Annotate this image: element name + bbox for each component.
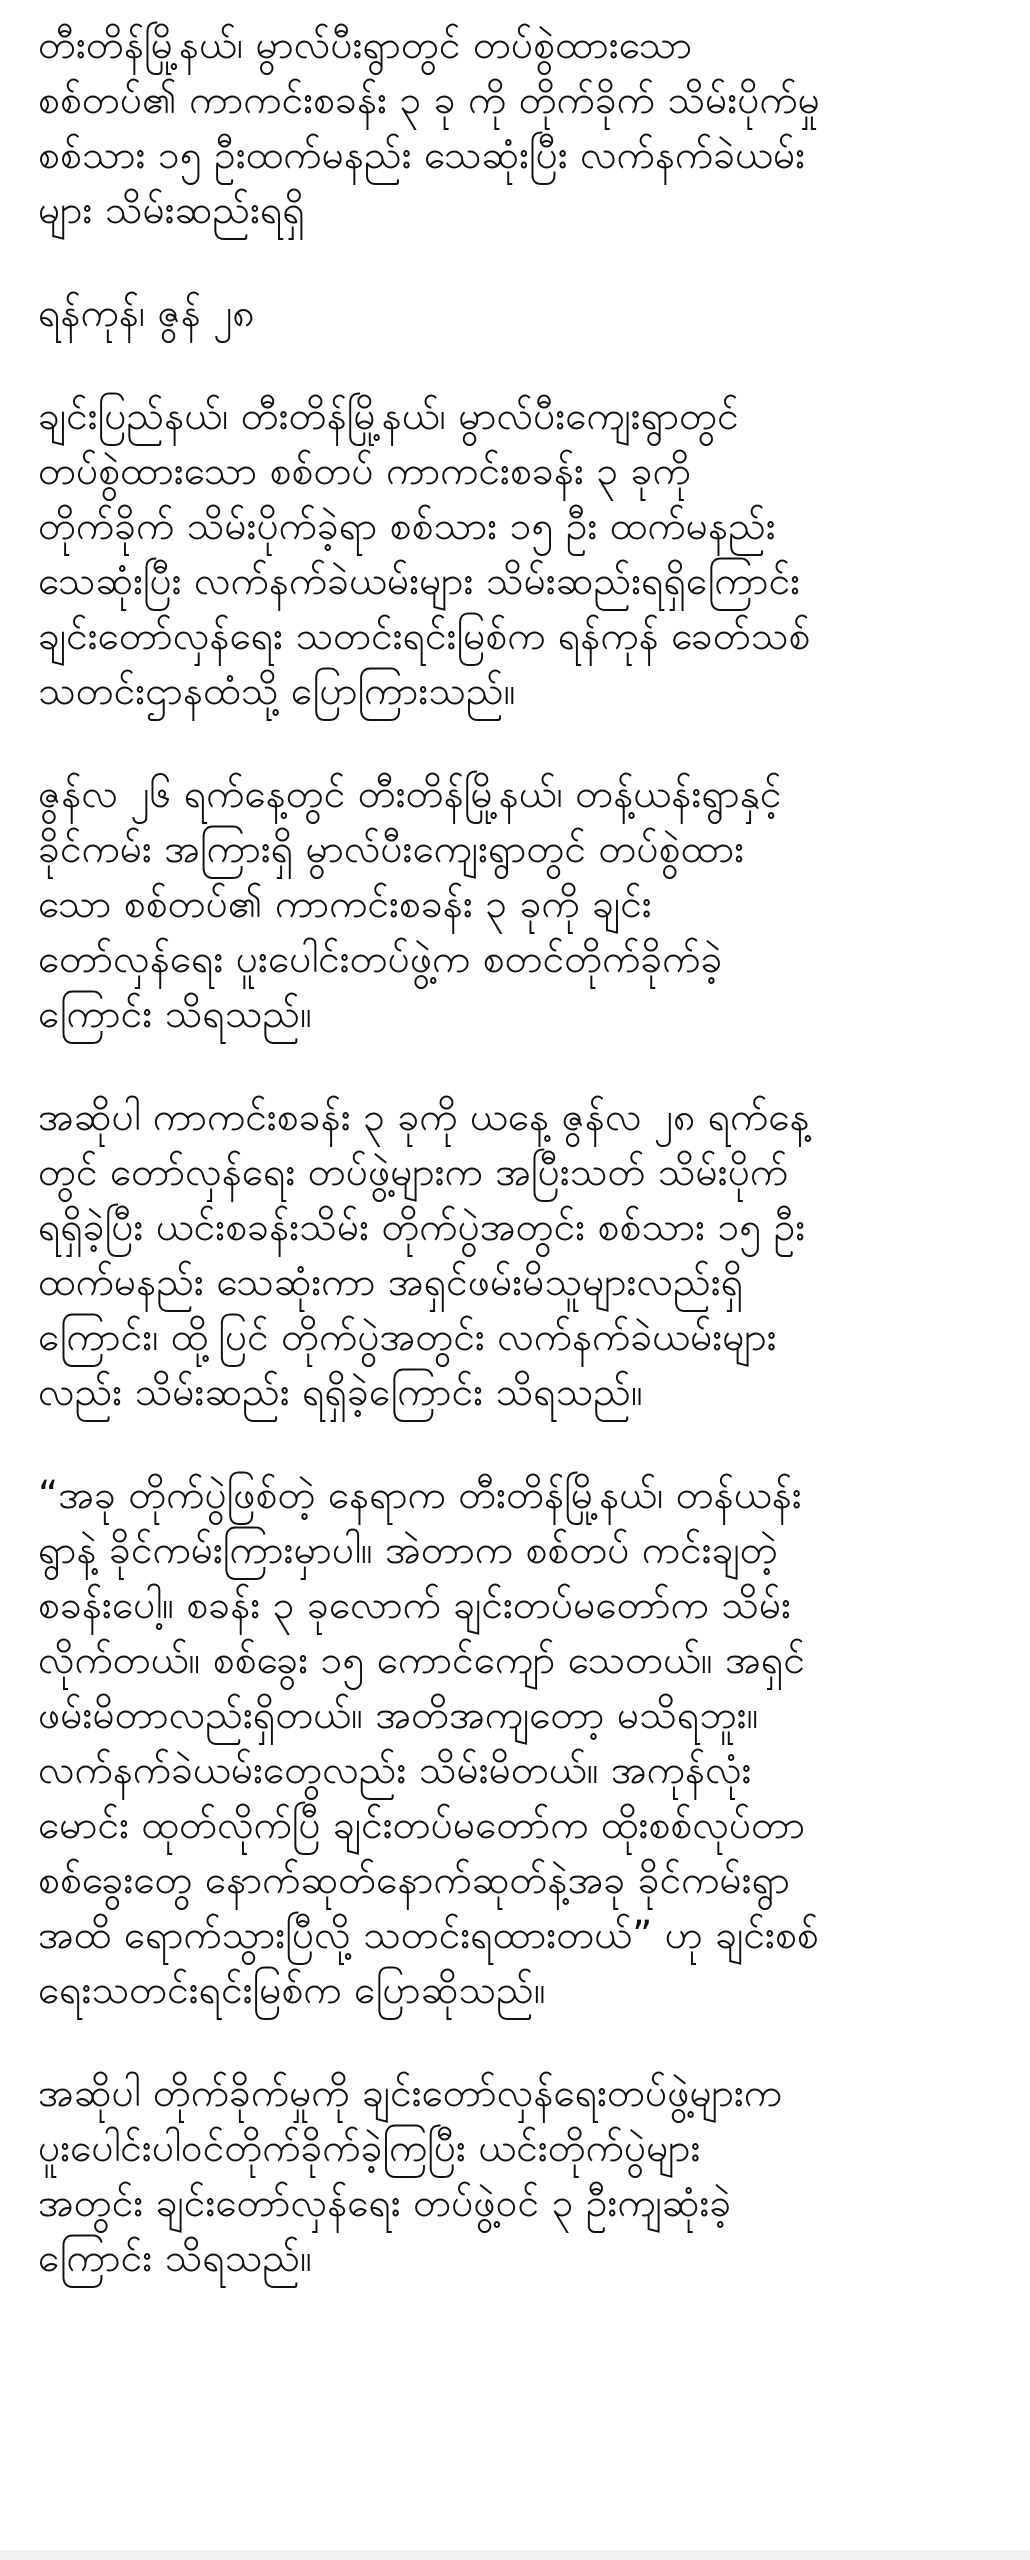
article-paragraph-2: ဇွန်လ ၂၆ ရက်နေ့တွင် တီးတိန်မြို့နယ်၊ တန့်ယန်းရွာနှင့် ခိုင်ကမ်း အကြားရှိ မွာလ်ပီးကျေးရွာတွင် တပ်စွဲထား သော စစ်တပ်၏ ကာကင်းစခန်း ၃ ခုကို ချင်း တော်လှန်ရေး ပူးပေါင်းတပ်ဖွဲ့က စတင်တိုက်ခိုက်ခဲ့ ကြောင်း သိရသည်။	[38, 772, 782, 1037]
article-paragraph-4-quote: “အခု တိုက်ပွဲဖြစ်တဲ့ နေရာက တီးတိန်မြို့နယ်၊ တန်ယန်း ရွာနဲ့ ခိုင်ကမ်းကြားမှာပါ။ အဲတာက စစ်တပ် ကင်းချတဲ့ စခန်းပေါ့။ စခန်း ၃ ခုလောက် ချင်းတပ်မတော်က သိမ်း လိုက်တယ်။ စစ်ခွေး ၁၅ ကောင်ကျော် သေတယ်။ အရှင် ဖမ်းမိတာလည်းရှိတယ်။ အတိအကျတော့ မသိရဘူး။ လက်နက်ခဲယမ်းတွေလည်း သိမ်းမိတယ်။ အကုန်လုံး မောင်း ထုတ်လိုက်ပြီ ချင်းတပ်မတော်က ထိုးစစ်လုပ်တာ စစ်ခွေးတွေ နောက်ဆုတ်နောက်ဆုတ်နဲ့အခု ခိုင်ကမ်းရွာ အထိ ရောက်သွားပြီလို့ သတင်းရထားတယ်” ဟု ချင်းစစ် ရေးသတင်းရင်းမြစ်က ပြောဆိုသည်။	[38, 1473, 819, 2013]
article-paragraph-3: အဆိုပါ ကာကင်းစခန်း ၃ ခုကို ယနေ့ ဇွန်လ ၂၈ ရက်နေ့ တွင် တော်လှန်ရေး တပ်ဖွဲ့များက အပြီးသတ် သိမ်းပိုက် ရရှိခဲ့ပြီး ယင်းစခန်းသိမ်း တိုက်ပွဲအတွင်း စစ်သား ၁၅ ဦး ထက်မနည်း သေဆုံးကာ အရှင်ဖမ်းမိသူများလည်းရှိ ကြောင်း၊ ထို့ပြင် တိုက်ပွဲအတွင်း လက်နက်ခဲယမ်းများ လည်း သိမ်းဆည်း ရရှိခဲ့ကြောင်း သိရသည်။	[38, 1095, 810, 1415]
article-paragraph-1: ချင်းပြည်နယ်၊ တီးတိန်မြို့နယ်၊ မွာလ်ပီးကျေးရွာတွင် တပ်စွဲထားသော စစ်တပ် ကာကင်းစခန်း ၃ ခုကို တိုက်ခိုက် သိမ်းပိုက်ခဲ့ရာ စစ်သား ၁၅ ဦး ထက်မနည်း သေဆုံးပြီး လက်နက်ခဲယမ်းများ သိမ်းဆည်းရရှိကြောင်း ချင်းတော်လှန်ရေး သတင်းရင်းမြစ်က ရန်ကုန် ခေတ်သစ် သတင်းဌာနထံသို့ ပြောကြားသည်။	[38, 394, 811, 714]
article-headline: တီးတိန်မြို့နယ်၊ မွာလ်ပီးရွာတွင် တပ်စွဲထားသော စစ်တပ်၏ ကာကင်းစခန်း ၃ ခု ကို တိုက်ခိုက် သိမ်းပိုက်မှု စစ်သား ၁၅ ဦးထက်မနည်း သေဆုံးပြီး လက်နက်ခဲယမ်း များ သိမ်းဆည်းရရှိ	[38, 23, 820, 233]
article-dateline: ရန်ကုန်၊ ဇွန် ၂၈	[38, 291, 255, 336]
bottom-divider	[0, 2550, 1030, 2560]
news-article	[38, 18, 998, 2334]
article-paragraph-5: အဆိုပါ တိုက်ခိုက်မှုကို ချင်းတော်လှန်ရေးတပ်ဖွဲ့များက ပူးပေါင်းပါဝင်တိုက်ခိုက်ခဲ့ကြပြီး ယင်းတိုက်ပွဲများ အတွင်း ချင်းတော်လှန်ရေး တပ်ဖွဲ့ဝင် ၃ ဦးကျဆုံးခဲ့ ကြောင်း သိရသည်။	[38, 2071, 783, 2281]
